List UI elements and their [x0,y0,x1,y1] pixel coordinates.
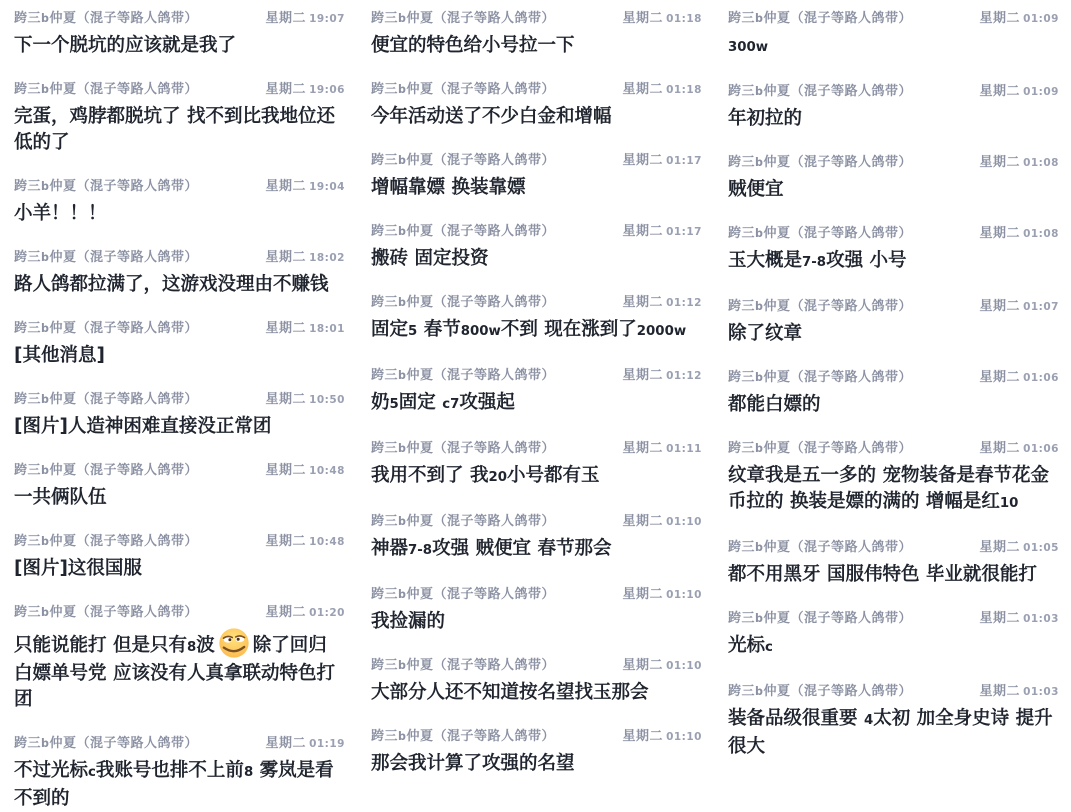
timestamp [623,81,702,99]
message-text: 一共俩队伍 [14,487,107,508]
message-header [371,657,702,675]
timestamp-day: 星期二 [622,295,664,310]
message-text: 固定5 春节800w不到 现在涨到了2000w [371,319,687,340]
timestamp [266,10,345,28]
timestamp-time: 01:17 [666,155,702,167]
message-header [14,533,345,551]
message-text: [其他消息] [14,345,105,366]
timestamp [623,294,702,312]
message-text: [图片]这很国服 [14,558,142,579]
timestamp-day: 星期二 [979,84,1021,99]
sender-name: 跨三b仲夏（混子等路人鸽带） [728,684,912,699]
timestamp [623,152,702,170]
timestamp-time: 01:07 [1023,301,1059,313]
timestamp-day: 星期二 [622,729,664,744]
message-header [14,249,345,267]
sender-name: 跨三b仲夏（混子等路人鸽带） [728,84,912,99]
message-header [728,440,1059,458]
message-text: 年初拉的 [728,108,803,129]
chat-message[interactable] [371,223,702,272]
chat-message[interactable] [371,586,702,635]
message-text: 都能白嫖的 [728,394,821,415]
sender-name: 跨三b仲夏（混子等路人鸽带） [14,82,198,97]
message-header [728,225,1059,243]
sender-name: 跨三b仲夏（混子等路人鸽带） [371,11,555,26]
timestamp-day: 星期二 [622,11,664,26]
message-header [728,539,1059,557]
chat-message[interactable] [14,533,345,582]
timestamp [980,10,1059,28]
timestamp [623,440,702,458]
chat-message[interactable] [371,10,702,59]
message-text: 我用不到了 我20小号都有玉 [371,465,600,486]
timestamp-day: 星期二 [979,11,1021,26]
message-text: 都不用黑牙 国服伟特色 毕业就很能打 [728,564,1037,585]
message-text: 装备品级很重要 4太初 加全身史诗 提升很大 [728,708,1053,757]
sender-name: 跨三b仲夏（混子等路人鸽带） [14,321,198,336]
chat-message[interactable] [371,513,702,564]
timestamp [623,10,702,28]
timestamp-day: 星期二 [622,658,664,673]
message-text: 纹章我是五一多的 宠物装备是春节花金币拉的 换装是嫖的满的 增幅是红10 [728,465,1049,512]
timestamp [980,154,1059,172]
timestamp-day: 星期二 [265,392,307,407]
chat-message[interactable] [728,154,1059,203]
timestamp-time: 01:10 [666,589,702,601]
chat-column-2 [357,0,714,774]
message-text: 300w [728,40,769,55]
sender-name: 跨三b仲夏（混子等路人鸽带） [14,11,198,26]
sender-name: 跨三b仲夏（混子等路人鸽带） [371,441,555,456]
sender-name: 跨三b仲夏（混子等路人鸽带） [728,540,912,555]
chat-message[interactable] [728,610,1059,661]
timestamp [623,223,702,241]
message-header [728,154,1059,172]
message-header [728,10,1059,28]
message-header [728,683,1059,701]
timestamp-time: 01:03 [1023,686,1059,698]
chat-message[interactable] [371,152,702,201]
message-text: 便宜的特色给小号拉一下 [371,35,575,56]
sender-name: 跨三b仲夏（混子等路人鸽带） [14,250,198,265]
timestamp-day: 星期二 [979,540,1021,555]
message-text: 完蛋，鸡脖都脱坑了 找不到比我地位还低的了 [14,106,335,153]
sender-name: 跨三b仲夏（混子等路人鸽带） [14,736,198,751]
timestamp-time: 10:48 [309,465,345,477]
sender-name: 跨三b仲夏（混子等路人鸽带） [14,392,198,407]
message-text: 神器7-8攻强 贼便宜 春节那会 [371,538,612,559]
timestamp [266,735,345,753]
timestamp [980,225,1059,243]
chat-message[interactable] [371,728,702,774]
timestamp [623,657,702,675]
timestamp-time: 01:08 [1023,228,1059,240]
timestamp [266,249,345,267]
message-header [728,298,1059,316]
timestamp [980,683,1059,701]
chat-message[interactable] [728,683,1059,760]
timestamp-time: 01:03 [1023,613,1059,625]
message-header [371,223,702,241]
timestamp-day: 星期二 [622,441,664,456]
sender-name: 跨三b仲夏（混子等路人鸽带） [14,463,198,478]
sender-name: 跨三b仲夏（混子等路人鸽带） [728,226,912,241]
chat-column-1 [0,0,357,809]
message-text: 下一个脱坑的应该就是我了 [14,35,237,56]
timestamp [266,178,345,196]
message-text: 那会我计算了攻强的名望 [371,753,575,774]
timestamp-time: 01:08 [1023,157,1059,169]
timestamp-time: 10:50 [309,394,345,406]
sender-name: 跨三b仲夏（混子等路人鸽带） [728,11,912,26]
timestamp-day: 星期二 [622,153,664,168]
message-text: 搬砖 固定投资 [371,248,489,269]
message-header [371,513,702,531]
sender-name: 跨三b仲夏（混子等路人鸽带） [728,611,912,626]
message-header [14,10,345,28]
message-text: 路人鸽都拉满了，这游戏没理由不赚钱 [14,274,329,295]
timestamp [266,81,345,99]
timestamp-time: 19:07 [309,13,345,25]
sender-name: 跨三b仲夏（混子等路人鸽带） [14,605,198,620]
message-header [371,152,702,170]
timestamp-time: 01:06 [1023,443,1059,455]
message-header [728,610,1059,628]
chat-message[interactable] [14,735,345,812]
sender-name: 跨三b仲夏（混子等路人鸽带） [371,295,555,310]
timestamp-time: 01:12 [666,370,702,382]
message-header [371,728,702,746]
message-text: 不过光标c我账号也排不上前8 雾岚是看不到的 [14,760,334,809]
message-header [14,320,345,338]
timestamp-time: 01:11 [666,443,702,455]
timestamp-day: 星期二 [265,179,307,194]
timestamp-day: 星期二 [979,684,1021,699]
sender-name: 跨三b仲夏（混子等路人鸽带） [14,534,198,549]
chat-message[interactable] [14,178,345,227]
message-text: 除了纹章 [728,323,803,344]
timestamp-day: 星期二 [979,611,1021,626]
sender-name: 跨三b仲夏（混子等路人鸽带） [371,729,555,744]
timestamp [266,462,345,480]
sender-name: 跨三b仲夏（混子等路人鸽带） [14,179,198,194]
timestamp-day: 星期二 [622,514,664,529]
message-text: 贼便宜 [728,179,784,200]
sender-name: 跨三b仲夏（混子等路人鸽带） [371,224,555,239]
timestamp-day: 星期二 [265,250,307,265]
chat-message[interactable] [728,539,1059,588]
sender-name: 跨三b仲夏（混子等路人鸽带） [728,370,912,385]
sender-name: 跨三b仲夏（混子等路人鸽带） [728,441,912,456]
timestamp-time: 18:02 [309,252,345,264]
chat-column-3 [714,0,1071,768]
timestamp [266,604,345,622]
timestamp-time: 01:10 [666,731,702,743]
timestamp-time: 01:06 [1023,372,1059,384]
sender-name: 跨三b仲夏（混子等路人鸽带） [371,658,555,673]
sender-name: 跨三b仲夏（混子等路人鸽带） [371,368,555,383]
timestamp-day: 星期二 [979,299,1021,314]
message-header [14,462,345,480]
chat-message[interactable] [14,604,345,713]
timestamp [980,539,1059,557]
timestamp-day: 星期二 [979,441,1021,456]
chat-message[interactable] [371,367,702,418]
chat-message[interactable] [371,81,702,130]
message-text: 光标c [728,635,773,656]
timestamp [266,320,345,338]
message-header [371,367,702,385]
message-header [14,735,345,753]
timestamp-day: 星期二 [622,368,664,383]
timestamp [980,440,1059,458]
chat-message[interactable] [728,10,1059,61]
message-header [14,178,345,196]
timestamp-day: 星期二 [622,82,664,97]
timestamp-day: 星期二 [265,11,307,26]
message-header [371,81,702,99]
message-header [728,369,1059,387]
sender-name: 跨三b仲夏（混子等路人鸽带） [371,514,555,529]
timestamp-time: 19:06 [309,84,345,96]
message-header [371,10,702,28]
timestamp [623,513,702,531]
timestamp-time: 01:10 [666,516,702,528]
message-text: [图片]人造神困难直接没正常团 [14,416,272,437]
sender-name: 跨三b仲夏（混子等路人鸽带） [371,587,555,602]
chat-message[interactable] [728,298,1059,347]
chat-message[interactable] [728,225,1059,276]
timestamp-day: 星期二 [622,224,664,239]
chat-message[interactable] [14,462,345,511]
timestamp-day: 星期二 [265,463,307,478]
timestamp-day: 星期二 [265,534,307,549]
chat-message[interactable] [14,249,345,298]
message-text: 大部分人还不知道按名望找玉那会 [371,682,649,703]
message-text: 小羊！！！ [14,203,107,224]
timestamp [623,586,702,604]
message-header [371,294,702,312]
timestamp-day: 星期二 [265,736,307,751]
chat-message[interactable] [728,369,1059,418]
timestamp-time: 01:18 [666,84,702,96]
message-text: 我捡漏的 [371,611,446,632]
timestamp-time: 01:12 [666,297,702,309]
sender-name: 跨三b仲夏（混子等路人鸽带） [728,155,912,170]
timestamp [623,367,702,385]
timestamp-time: 01:05 [1023,542,1059,554]
chat-message[interactable] [14,391,345,440]
message-text: 玉大概是7-8攻强 小号 [728,250,907,271]
timestamp-day: 星期二 [622,587,664,602]
timestamp-time: 01:20 [309,607,345,619]
timestamp-day: 星期二 [979,155,1021,170]
timestamp [980,610,1059,628]
chat-message[interactable] [371,294,702,345]
timestamp-day: 星期二 [979,226,1021,241]
timestamp-day: 星期二 [265,605,307,620]
message-text: 奶5固定 c7攻强起 [371,392,515,413]
chat-message[interactable] [14,10,345,59]
timestamp [980,369,1059,387]
timestamp-time: 01:09 [1023,13,1059,25]
message-text: 只能说能打 但是只有8波 除了回归白嫖单号党 应该没有人真拿联动特色打团 [14,627,345,713]
timestamp-time: 01:09 [1023,86,1059,98]
chat-message[interactable] [728,440,1059,517]
chat-message[interactable] [371,657,702,706]
timestamp-time: 19:04 [309,181,345,193]
timestamp-time: 10:48 [309,536,345,548]
smirk-emoji [218,627,250,659]
timestamp-time: 18:01 [309,323,345,335]
timestamp-time: 01:10 [666,660,702,672]
sender-name: 跨三b仲夏（混子等路人鸽带） [371,82,555,97]
timestamp [980,298,1059,316]
timestamp-time: 01:19 [309,738,345,750]
timestamp-day: 星期二 [979,370,1021,385]
message-text: 增幅靠嫖 换装靠嫖 [371,177,526,198]
timestamp-time: 01:17 [666,226,702,238]
message-header [14,604,345,622]
message-header [371,586,702,604]
message-header [728,83,1059,101]
sender-name: 跨三b仲夏（混子等路人鸽带） [728,299,912,314]
chat-message[interactable] [14,81,345,156]
timestamp-day: 星期二 [265,321,307,336]
message-header [14,391,345,409]
chat-message[interactable] [14,320,345,369]
timestamp [623,728,702,746]
sender-name: 跨三b仲夏（混子等路人鸽带） [371,153,555,168]
timestamp [266,391,345,409]
timestamp-day: 星期二 [265,82,307,97]
timestamp-time: 01:18 [666,13,702,25]
chat-message[interactable] [728,83,1059,132]
chat-message[interactable] [371,440,702,491]
timestamp [266,533,345,551]
timestamp [980,83,1059,101]
message-text: 今年活动送了不少白金和增幅 [371,106,612,127]
message-header [14,81,345,99]
message-header [371,440,702,458]
